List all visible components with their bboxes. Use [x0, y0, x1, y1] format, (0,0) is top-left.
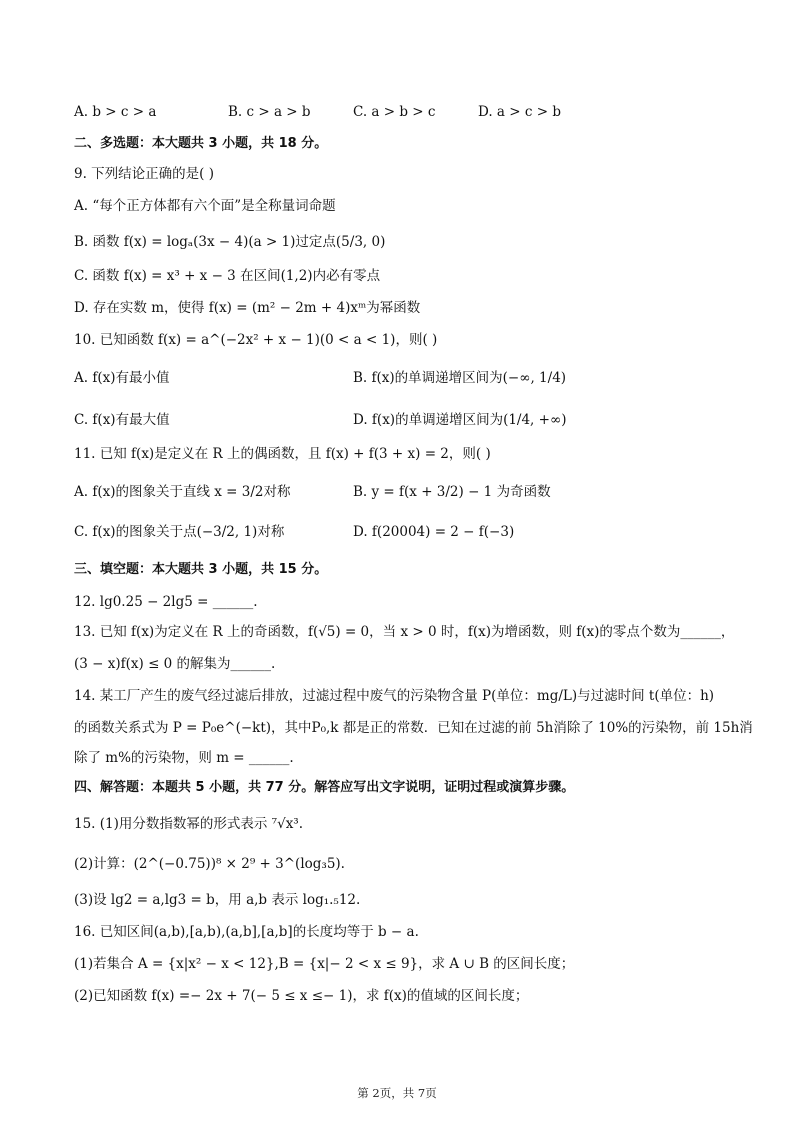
- q16-stem: 16. 已知区间(a,b),[a,b),(a,b],[a,b]的长度均等于 b − a.: [74, 924, 419, 940]
- q14-line-3: 除了 m%的污染物，则 m = ______.: [74, 750, 294, 766]
- q15-part-2: (2)计算：(2^(−0.75))⁸ × 2⁹ + 3^(log₃5).: [74, 856, 345, 872]
- q9-option-b: B. 函数 f(x) = logₐ(3x − 4)(a > 1)过定点(5/3, 0): [74, 234, 386, 250]
- q9-option-c: C. 函数 f(x) = x³ + x − 3 在区间(1,2)内必有零点: [74, 268, 381, 284]
- q11-option-b: B. y = f(x + 3/2) − 1 为奇函数: [353, 484, 551, 500]
- q9-option-d: D. 存在实数 m，使得 f(x) = (m² − 2m + 4)xᵐ为幂函数: [74, 300, 421, 316]
- q11-stem: 11. 已知 f(x)是定义在 R 上的偶函数，且 f(x) + f(3 + x) = 2，则( ): [74, 446, 491, 462]
- section-heading-multiple-choice: 二、多选题：本大题共 3 小题，共 18 分。: [74, 136, 328, 151]
- q10-option-c: C. f(x)有最大值: [74, 412, 170, 428]
- q9-option-a: A. “每个正方体都有六个面”是全称量词命题: [74, 198, 336, 214]
- q11-option-c: C. f(x)的图象关于点(−3/2, 1)对称: [74, 524, 285, 540]
- section-heading-fill-in: 三、填空题：本大题共 3 小题，共 15 分。: [74, 562, 328, 577]
- q13-line-1: 13. 已知 f(x)为定义在 R 上的奇函数，f(√5) = 0，当 x > 0 时，f(x)为增函数，则 f(x)的零点个数为______，: [74, 624, 735, 640]
- q9-stem: 9. 下列结论正确的是( ): [74, 166, 214, 182]
- q10-option-a: A. f(x)有最小值: [74, 370, 170, 386]
- q10-option-b: B. f(x)的单调递增区间为(−∞, 1/4): [353, 370, 567, 386]
- q13-line-2: (3 − x)f(x) ≤ 0 的解集为______.: [74, 656, 276, 672]
- q14-line-1: 14. 某工厂产生的废气经过滤后排放，过滤过程中废气的污染物含量 P(单位：mg/L)与过滤时间 t(单位：h): [74, 688, 715, 704]
- q16-part-2: (2)已知函数 f(x) =− 2x + 7(− 5 ≤ x ≤− 1)，求 f(x)的值域的区间长度；: [74, 988, 529, 1004]
- q10-stem: 10. 已知函数 f(x) = a^(−2x² + x − 1)(0 < a < 1)，则( ): [74, 332, 438, 348]
- q8-option-d: D. a > c > b: [478, 104, 561, 120]
- q11-option-d: D. f(20004) = 2 − f(−3): [353, 524, 515, 540]
- q8-option-a: A. b > c > a: [74, 104, 157, 120]
- page-footer: 第 2页，共 7页: [357, 1086, 437, 1100]
- q10-option-d: D. f(x)的单调递增区间为(1/4, +∞): [353, 412, 567, 428]
- q15-part-1: 15. (1)用分数指数幂的形式表示 ⁷√x³.: [74, 816, 304, 832]
- q11-option-a: A. f(x)的图象关于直线 x = 3/2对称: [74, 484, 291, 500]
- q16-part-1: (1)若集合 A = {x|x² − x < 12},B = {x|− 2 < x ≤ 9}，求 A ∪ B 的区间长度；: [74, 956, 575, 972]
- q14-line-2: 的函数关系式为 P = P₀e^(−kt)，其中P₀,k 都是正的常数．已知在过滤的前 5h消除了 10%的污染物，前 15h消: [74, 720, 753, 736]
- q8-option-c: C. a > b > c: [353, 104, 436, 120]
- q12-text: 12. lg0.25 − 2lg5 = ______.: [74, 594, 258, 610]
- section-heading-solutions: 四、解答题：本题共 5 小题，共 77 分。解答应写出文字说明，证明过程或演算步骤。: [74, 780, 575, 795]
- q8-option-b: B. c > a > b: [228, 104, 311, 120]
- q15-part-3: (3)设 lg2 = a,lg3 = b，用 a,b 表示 log₁.₅12.: [74, 892, 361, 908]
